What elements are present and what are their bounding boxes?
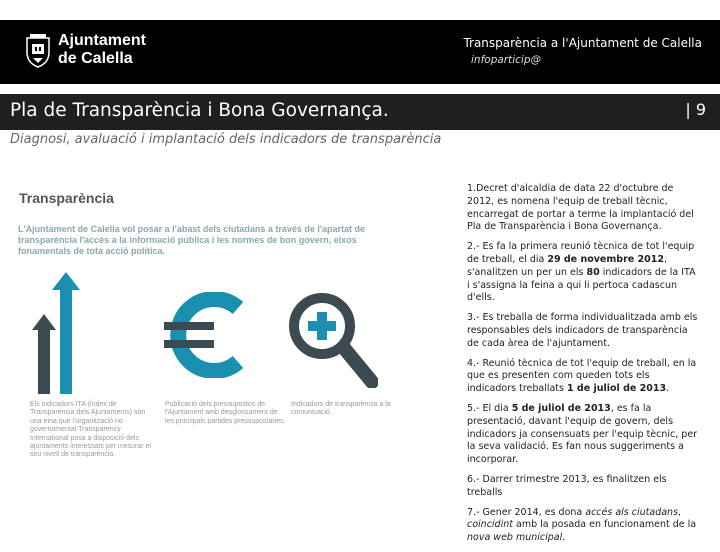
step-text: , s'analitzen un per un els (467, 253, 667, 278)
step-text: 80 (586, 266, 600, 278)
step-text: 29 de novembre 2012 (547, 253, 664, 265)
step-paragraph (467, 507, 699, 545)
slide-title-bar (0, 94, 720, 130)
step-text: 1.Decret d'alcaldia de data 22 d'octubre de 2012, es nomena l'equip de treball tècnic, encarregat de portar a terme la implantació del Pla de Transparència i Bona Governança. (467, 183, 694, 233)
step-paragraph (467, 403, 699, 467)
step-paragraph (467, 358, 699, 396)
step-text: 4.- Reunió tècnica de tot l'equip de treball, en la que es presenten com queden tots els indicadors treballats (467, 357, 697, 395)
step-text: 2.- Es fa la primera reunió tècnica de tot l'equip de treball, el dia (467, 241, 695, 265)
header-subtitle: infoparticip@ (471, 54, 541, 66)
step-text: nova web municipal. (467, 532, 566, 544)
transparency-infographic (10, 180, 455, 480)
magnifier-plus-icon (282, 290, 378, 388)
step-text: 6.- Darrer trimestre 2013, es finalitzen els treballs (467, 473, 667, 498)
header-title: Transparència a l'Ajuntament de Calella (463, 36, 702, 50)
ajuntament-logo[interactable] (24, 30, 164, 74)
caption-communication: Indicadors de transparència a la comunicació. (291, 401, 391, 417)
step-text: 3.- Es treballa de forma individualitzada amb els responsables dels indicadors de transparència de cada àrea de l'ajuntament. (467, 312, 698, 349)
step-text: coincidint (467, 519, 513, 531)
step-text: , (678, 506, 682, 518)
growth-arrows-icon (32, 272, 88, 394)
step-paragraph (467, 241, 699, 305)
step-text: 5 de juliol de 2013 (511, 402, 611, 414)
step-paragraph (467, 312, 699, 350)
logo-text-line1: Ajuntament (58, 32, 146, 49)
step-text: accés als ciutadans (585, 506, 679, 518)
coat-of-arms-icon (24, 34, 52, 68)
infographic-intro: L'Ajuntament de Calella vol posar a l'abast dels ciutadans a través de l'apartat de transparència l'accés a la informació pública i les normes de bon govern, eixos fonamentals de tota acció política. (18, 224, 366, 256)
step-text: amb la posada en funcionament de la (512, 519, 697, 531)
step-text: 5.- El dia (467, 402, 512, 414)
step-paragraph (467, 474, 699, 500)
slide-subtitle: Diagnosi, avaluació i implantació dels indicadors de transparència (10, 132, 442, 147)
step-text: , es fa la presentació, davant l'equip de govern, dels indicadors ja consensuats per l'equip tècnic, per la seva validació. Es fan nous suggeriments a incorporar. (467, 402, 698, 466)
logo-text-line2: de Calella (58, 50, 133, 67)
steps-list (467, 183, 699, 552)
step-text: 7.- Gener 2014, es dona (467, 506, 586, 518)
header-bar (0, 20, 720, 84)
caption-budget: Publicació dels pressupostos de l'Ajuntament amb desglossament de les principals partides pressupostàries. (165, 401, 286, 425)
page-number: | 9 (685, 100, 706, 119)
infographic-heading: Transparència (19, 190, 114, 206)
step-text: indicadors de la ITA i s'assigna la feina a qui li pertoca cadascun d'ells. (467, 266, 696, 304)
slide-title: Pla de Transparència i Bona Governança. (10, 100, 389, 121)
caption-ita-indicators: Els indicadors ITA (Índex de Transparència dels Ajuntaments) són una eina que l'organització no governamental Transparency International posa a disposició dels ajuntaments interessats per mesurar el seu nivell de transparència. (30, 401, 151, 459)
euro-icon (164, 292, 246, 378)
step-text: . (666, 383, 670, 395)
step-paragraph (467, 183, 699, 234)
step-text: 1 de juliol de 2013 (567, 383, 667, 395)
